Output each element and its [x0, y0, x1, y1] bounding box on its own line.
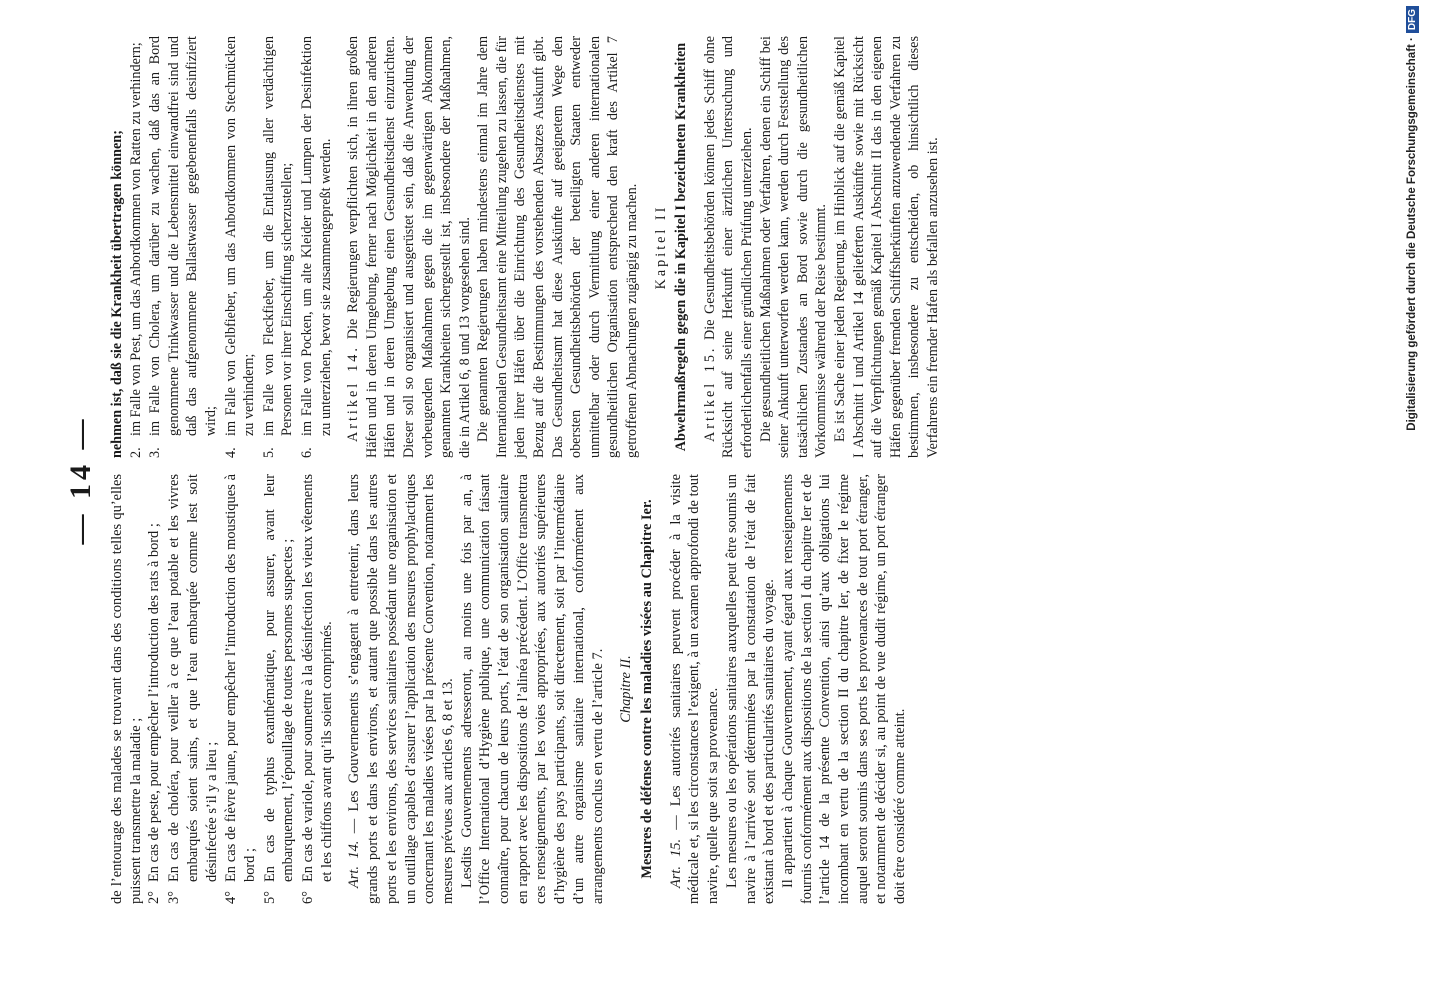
fr-art15-p3: Il appartient à chaque Gouvernement, ayant égard aux renseignements fournis conformément aux dispositions de la section I du chapitre Ier et de l’article 14 de la présente Convention, ainsi qu’aux obligations lui incombant en vertu de la section II du chapitre Ier, de fixer le régime auquel seront soumis dans ses ports les provenances de tout port étranger, et notamment de décider si, au point de vue dudit régime, un port étranger doit être considéré comme atteint. [779, 474, 909, 904]
rotated-page [64, 35, 1384, 910]
de-chapter-heading: Abwehrmaßregeln gegen die in Kapitel I bezeichneten Krankheiten [673, 42, 690, 452]
fr-chapter-heading: Mesures de défense contre les maladies visées au Chapitre Ier. [638, 499, 655, 879]
credit-text: Digitalisierung gefördert durch die Deutsche Forschungsgemeinschaft · [1406, 37, 1418, 431]
fr-art15-p1: Art. 15. — Les autorités sanitaires peuvent procéder à la visite médicale et, si les circonstances l’exigent, à un examen approfondi de tout navire, quelle que soit sa provenance. [667, 473, 722, 904]
de-item-5: 5. im Falle von Fleckfieber, um die Entlausung aller verdächtigen Personen vor ihrer Einschiffung sicherzustellen; [260, 36, 296, 458]
fr-item-5: 5° En cas de typhus exanthématique, pour assurer, avant leur embarquement, l’épouillage de toutes personnes suspectes ; [261, 474, 297, 904]
german-column [108, 36, 943, 458]
de-art15-p2: Die gesundheitlichen Maßnahmen oder Verfahren, denen ein Schiff bei seiner Ankunft unterworfen werden kann, werden durch Feststellung des tatsächlichen Zustandes an Bord sowie durch die gesundheitlichen Vorkommnisse während der Reise bestimmt. [757, 36, 830, 458]
fr-intro: de l’entourage des malades se trouvant dans des conditions telles qu’elles puissent transmettre la maladie ; [109, 474, 144, 904]
french-column [108, 474, 910, 904]
de-intro: nehmen ist, daß sie die Krankheit übertragen können; [109, 130, 125, 458]
dfg-logo: DFG [1406, 6, 1419, 33]
de-item-4: 4. im Falle von Gelbfieber, um das Anbordkommen von Stechmücken zu verhindern; [222, 36, 258, 458]
fr-item-4: 4° En cas de fièvre jaune, pour empêcher l’introduction des moustiques à bord ; [223, 474, 258, 904]
de-item-6: 6. im Falle von Pocken, um alte Kleider und Lumpen der Desinfektion zu unterziehen, bevor sie zusammengepreßt werden. [298, 36, 334, 458]
de-item-3: 3. im Falle von Cholera, um darüber zu wachen, daß das an Bord genommene Trinkwasser und die Lebensmittel einwandfrei sind und daß das aufgenommene Ballastwasser gegebenenfalls desinfiziert wird; [147, 36, 219, 458]
fr-art15-p2: Les mesures ou les opérations sanitaires auxquelles peut être soumis un navire à l’arrivée sont déterminées par la constatation de l’état de fait existant à bord et des particularités sanitaires du voyage. [723, 474, 778, 904]
page-number: — 14 — [64, 415, 97, 545]
digitization-credit [1397, 0, 1427, 1000]
fr-art14-p2: Lesdits Gouvernements adresseront, au moins une fois par an, à l’Office International d’Hygiène publique, une communication faisant connaître, pour chacun de leurs ports, l’état de son organisation sanitaire en rapport avec les dispositions de l’alinéa précédent. L’Office transmettra ces renseignements, par les voies appropriées, aux autorités supérieures d’hygiène des pays participants, soit directement, soit par l’intermédiaire d’un autre organisme sanitaire international, conformément aux arrangements conclus en vertu de l’article 7. [458, 474, 606, 904]
de-art15-p3: Es ist Sache einer jeden Regierung, im Hinblick auf die gemäß Kapitel I Abschnitt I und Artikel 14 gelieferten Auskünfte sowie mit Rücksicht auf die Verpflichtungen gemäß Kapitel I Abschnitt II das in den eigenen Häfen gegenüber fremden Schiffsherkünften anzuwendende Verfahren zu bestimmen, insbesondere zu entscheiden, ob hinsichtlich dieses Verfahrens ein fremder Hafen als befallen anzusehen ist. [831, 36, 941, 458]
fr-item-2: 2° En cas de peste, pour empêcher l’introduction des rats à bord ; [146, 523, 163, 904]
de-art14-p2: Die genannten Regierungen haben mindestens einmal im Jahre dem Internationalen Gesundheitsamt eine Mitteilung zugehen zu lassen, die für jeden ihrer Häfen über die Einrichtung des Gesundheitsdienstes mit Bezug auf die Bestimmungen des vorstehenden Absatzes Auskunft gibt. Das Gesundheitsamt hat diese Auskünfte auf geeignetem Wege den obersten Gesundheitsbehörden der beteiligten Staaten entweder unmittelbar oder durch Vermittlung einer anderen internationalen gesundheitlichen Organisation entsprechend den kraft des Artikel 7 getroffenen Abmachungen zugängig zu machen. [475, 36, 641, 458]
fr-art14-p1: Art. 14. — Les Gouvernements s’engagent à entretenir, dans leurs grands ports et dans les environs, et autant que possible dans les autres ports et les environs, des services sanitaires possédant une organisation et un outillage capables d’assurer l’application des mesures prophylactiques concernant les maladies visées par la présente Convention, notamment les mesures prévues aux articles 6, 8 et 13. [346, 474, 456, 904]
de-item-2: 2. im Falle von Pest, um das Anbordkommen von Ratten zu verhindern; [127, 42, 144, 458]
fr-item-3: 3° En cas de choléra, pour veiller à ce que l’eau potable et les vivres embarqués soient sains, et que l’eau embarquée comme lest soit désinfectée s’il y a lieu ; [166, 474, 220, 904]
de-chapter-title: Kapitel II [652, 204, 669, 290]
de-art14-p1: Artikel 14. Die Regierungen verpflichten sich, in ihren großen Häfen und in deren Umgebung, ferner nach Möglichkeit in den anderen Häfen und in deren Umgebung einen Gesundheitsdienst einzurichten. Dieser soll so organisiert und ausgerüstet sein, daß die Anwendung der vorbeugenden Maßnahmen gegen die im gegenwärtigen Abkommen genannten Krankheiten sichergestellt ist, insbesondere der Maßnahmen, die in Artikel 6, 8 und 13 vorgesehen sind. [345, 35, 473, 458]
fr-item-6: 6° En cas de variole, pour soumettre à la désinfection les vieux vêtements et les chiffons avant qu’ils soient comprimés. [300, 474, 335, 904]
de-art15-p1: Artikel 15. Die Gesundheitsbehörden können jedes Schiff ohne Rücksicht auf seine Herkunft einer ärztlichen Untersuchung und erforderlichenfalls einer gründlichen Prüfung unterziehen. [701, 35, 755, 458]
fr-chapter-title: Chapitre II. [618, 655, 635, 723]
